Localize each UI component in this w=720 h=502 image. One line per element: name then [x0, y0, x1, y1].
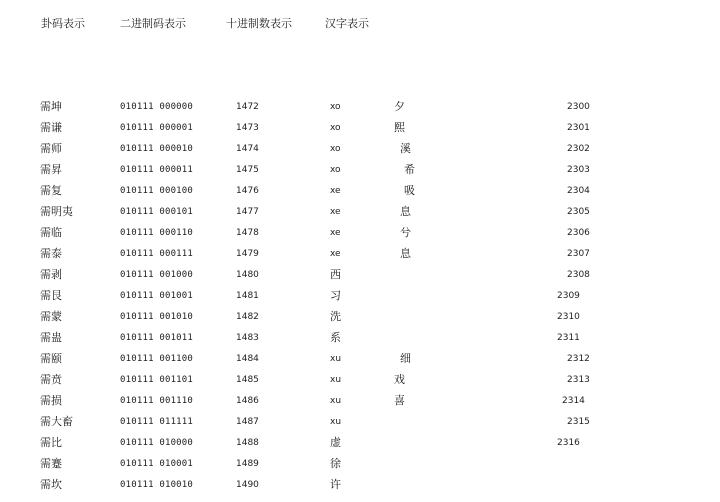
table-row: [0, 434, 720, 455]
hanzi-cell: 系: [330, 331, 341, 344]
hanzi-cell: 息: [400, 205, 411, 218]
code-cell: 2309: [557, 291, 580, 301]
gua-cell: 需颐: [40, 352, 62, 365]
binary-cell: 010111 000110: [120, 228, 194, 238]
code-cell: 2304: [567, 186, 590, 196]
decimal-cell: 1475: [236, 165, 259, 175]
table-row: [0, 266, 720, 287]
decimal-cell: 1479: [236, 249, 259, 259]
decimal-cell: 1478: [236, 228, 259, 238]
table-row: [0, 308, 720, 329]
header-decimal: 十进制数表示: [226, 17, 292, 30]
binary-cell: 010111 000010: [120, 144, 194, 154]
pinyin-cell: xo: [330, 165, 341, 175]
binary-cell: 010111 010001: [120, 459, 194, 469]
table-row: [0, 161, 720, 182]
binary-cell: 010111 001010: [120, 312, 194, 322]
table-row: [0, 287, 720, 308]
hanzi-cell: 洗: [330, 310, 341, 323]
code-cell: 2316: [557, 438, 580, 448]
gua-cell: 需大畜: [40, 415, 73, 428]
decimal-cell: 1476: [236, 186, 259, 196]
code-cell: 2313: [567, 375, 590, 385]
table-row: [0, 182, 720, 203]
hanzi-cell: 希: [404, 163, 415, 176]
pinyin-cell: xu: [330, 417, 342, 427]
hanzi-cell: 习: [330, 289, 341, 302]
gua-cell: 需坎: [40, 478, 62, 491]
pinyin-cell: xe: [330, 249, 341, 259]
decimal-cell: 1483: [236, 333, 259, 343]
decimal-cell: 1477: [236, 207, 259, 217]
decimal-cell: 1484: [236, 354, 259, 364]
decimal-cell: 1486: [236, 396, 259, 406]
table-row: [0, 413, 720, 434]
pinyin-cell: xo: [330, 144, 341, 154]
hanzi-cell: 喜: [394, 394, 405, 407]
hanzi-cell: 西: [330, 268, 341, 281]
hanzi-cell: 息: [400, 247, 411, 260]
hanzi-cell: 夕: [394, 100, 405, 113]
code-cell: 2315: [567, 417, 590, 427]
hanzi-cell: 溪: [400, 142, 411, 155]
table-row: [0, 119, 720, 140]
code-cell: 2310: [557, 312, 580, 322]
table-row: [0, 140, 720, 161]
pinyin-cell: xo: [330, 102, 341, 112]
code-cell: 2306: [567, 228, 590, 238]
table-row: [0, 98, 720, 119]
pinyin-cell: xe: [330, 207, 341, 217]
gua-cell: 需损: [40, 394, 62, 407]
code-cell: 2308: [567, 270, 590, 280]
gua-cell: 需坤: [40, 100, 62, 113]
gua-cell: 需蹇: [40, 457, 62, 470]
table-header: [0, 15, 720, 31]
header-gua: 卦码表示: [41, 17, 85, 30]
table-row: [0, 329, 720, 350]
gua-cell: 需艮: [40, 289, 62, 302]
binary-cell: 010111 010000: [120, 438, 194, 448]
pinyin-cell: xe: [330, 186, 341, 196]
code-cell: 2303: [567, 165, 590, 175]
code-cell: 2314: [562, 396, 585, 406]
table-row: [0, 245, 720, 266]
pinyin-cell: xu: [330, 375, 342, 385]
code-cell: 2305: [567, 207, 590, 217]
decimal-cell: 1474: [236, 144, 259, 154]
decimal-cell: 1482: [236, 312, 259, 322]
table-row: [0, 203, 720, 224]
decimal-cell: 1485: [236, 375, 259, 385]
table-body: [0, 98, 720, 497]
gua-cell: 需剥: [40, 268, 62, 281]
table-row: [0, 224, 720, 245]
binary-cell: 010111 000101: [120, 207, 194, 217]
decimal-cell: 1490: [236, 480, 259, 490]
binary-cell: 010111 000111: [120, 249, 194, 259]
pinyin-cell: xu: [330, 396, 342, 406]
decimal-cell: 1481: [236, 291, 259, 301]
binary-cell: 010111 011111: [120, 417, 194, 427]
hanzi-cell: 熙: [394, 121, 405, 134]
pinyin-cell: xe: [330, 228, 341, 238]
binary-cell: 010111 000000: [120, 102, 194, 112]
header-binary: 二进制码表示: [120, 17, 186, 30]
gua-cell: 需昇: [40, 163, 62, 176]
gua-cell: 需谦: [40, 121, 62, 134]
decimal-cell: 1487: [236, 417, 259, 427]
binary-cell: 010111 000100: [120, 186, 194, 196]
gua-cell: 需师: [40, 142, 62, 155]
decimal-cell: 1473: [236, 123, 259, 133]
table-row: [0, 350, 720, 371]
gua-cell: 需泰: [40, 247, 62, 260]
code-cell: 2300: [567, 102, 590, 112]
table-row: [0, 392, 720, 413]
hanzi-cell: 徐: [330, 457, 341, 470]
table-row: [0, 455, 720, 476]
code-cell: 2312: [567, 354, 590, 364]
pinyin-cell: xo: [330, 123, 341, 133]
gua-cell: 需蒙: [40, 310, 62, 323]
binary-cell: 010111 001011: [120, 333, 194, 343]
binary-cell: 010111 000011: [120, 165, 194, 175]
gua-cell: 需临: [40, 226, 62, 239]
gua-cell: 需比: [40, 436, 62, 449]
hanzi-cell: 细: [400, 352, 411, 365]
gua-cell: 需复: [40, 184, 62, 197]
binary-cell: 010111 001110: [120, 396, 194, 406]
gua-cell: 需明夷: [40, 205, 73, 218]
binary-cell: 010111 001000: [120, 270, 194, 280]
hanzi-cell: 许: [330, 478, 341, 491]
code-cell: 2307: [567, 249, 590, 259]
header-hanzi: 汉字表示: [325, 17, 369, 30]
hanzi-cell: 戏: [394, 373, 405, 386]
binary-cell: 010111 001101: [120, 375, 194, 385]
table-row: [0, 476, 720, 497]
binary-cell: 010111 010010: [120, 480, 194, 490]
hanzi-cell: 吸: [404, 184, 415, 197]
decimal-cell: 1488: [236, 438, 259, 448]
decimal-cell: 1489: [236, 459, 259, 469]
binary-cell: 010111 001100: [120, 354, 194, 364]
table-row: [0, 371, 720, 392]
code-cell: 2301: [567, 123, 590, 133]
binary-cell: 010111 000001: [120, 123, 194, 133]
gua-cell: 需贲: [40, 373, 62, 386]
decimal-cell: 1480: [236, 270, 259, 280]
code-cell: 2302: [567, 144, 590, 154]
hanzi-cell: 兮: [400, 226, 411, 239]
pinyin-cell: xu: [330, 354, 342, 364]
binary-cell: 010111 001001: [120, 291, 194, 301]
code-cell: 2311: [557, 333, 580, 343]
hanzi-cell: 虚: [330, 436, 341, 449]
decimal-cell: 1472: [236, 102, 259, 112]
gua-cell: 需蛊: [40, 331, 62, 344]
